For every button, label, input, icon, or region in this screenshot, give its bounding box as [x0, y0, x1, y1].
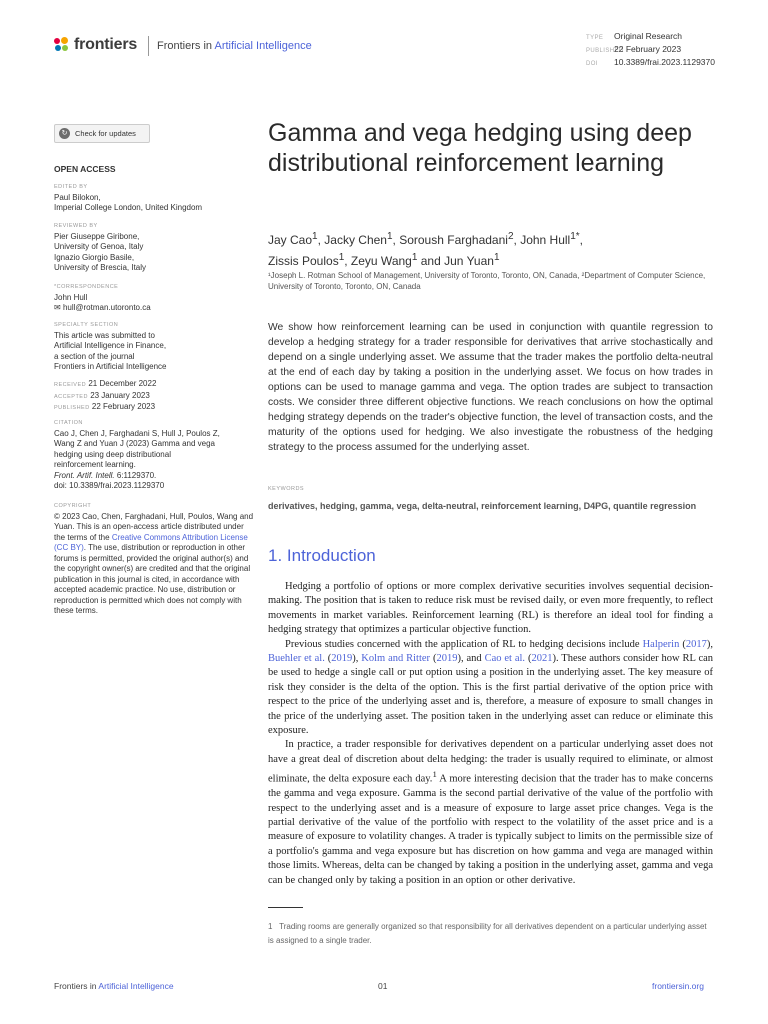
author: [399, 233, 513, 247]
author: [324, 233, 392, 247]
footnote-number: 1: [268, 922, 273, 931]
journal-title: Artificial Intelligence: [214, 40, 312, 52]
reviewer-1: Pier Giuseppe Giribone,: [54, 231, 140, 241]
mail-icon: ✉: [54, 303, 61, 312]
author-sup: 1: [338, 252, 345, 263]
doi-label: DOI: [586, 61, 598, 67]
footer-prefix: Frontiers in: [54, 981, 97, 991]
footnote: [268, 920, 713, 948]
reviewer-2-affil: University of Brescia, Italy: [54, 263, 147, 272]
reviewed-by-block: [54, 221, 259, 274]
copyright-block: [54, 501, 254, 617]
type-label: TYPE: [586, 35, 604, 41]
citation-line-3: hedging using deep distributional: [54, 449, 171, 459]
editor-affil: Imperial College London, United Kingdom: [54, 203, 203, 212]
affiliations: ¹Joseph L. Rotman School of Management, University of Toronto, Toronto, ON, Canada, ²Department of Computer Science, University of Toronto, Toronto, ON, Canada: [268, 271, 706, 291]
author: [520, 233, 579, 247]
article-meta: [586, 31, 715, 70]
copyright-text-post: . The use, distribution or reproduction in other forums is permitted, provided the original author(s) and the copyright owner(s) are credited and that the original publication in this journal is cited, in accordance with accepted academic practice. No use, distribution or reproduction is permitted which does not comply with these terms.: [54, 543, 251, 615]
citation-line-2: Wang Z and Yuan J (2023) Gamma and vega: [54, 439, 215, 448]
received-date: 21 December 2022: [88, 379, 157, 388]
author-sup: 1: [411, 252, 418, 263]
logo-text: frontiers: [74, 36, 138, 53]
citation-block: [54, 418, 259, 492]
citation-line-4: reinforcement learning.: [54, 460, 136, 469]
author-sup: 1: [493, 252, 500, 263]
reviewer-1-affil: University of Genoa, Italy: [54, 242, 144, 251]
footnote-divider: [268, 907, 303, 908]
ref-halperin[interactable]: Halperin: [642, 638, 680, 650]
ref-buehler-year[interactable]: 2019: [331, 653, 353, 665]
author: [351, 254, 417, 268]
keywords-label: KEYWORDS: [268, 486, 305, 492]
correspondence-block: [54, 282, 259, 314]
page-number: 01: [378, 981, 388, 991]
editor-name: Paul Bilokon,: [54, 192, 101, 202]
type-value: Original Research: [614, 31, 683, 41]
accepted-label: ACCEPTED: [54, 393, 88, 400]
author-sup: 1: [312, 231, 318, 242]
paragraph-3-text: In practice, a trader responsible for derivatives dependent on a particular underlying asset does not have a great deal of discretion about delta hedging: the trader is usually required to eliminate, or almost eliminate, the delta exposure each day.: [268, 739, 713, 785]
copyright-text-pre: © 2023 Cao, Chen, Farghadani, Hull, Poulos, Wang and Yuan. This is an open-access article distributed under the terms of the: [54, 511, 254, 542]
author-name: Jacky Chen: [324, 233, 387, 247]
reviewed-by-label: REVIEWED BY: [54, 223, 98, 229]
footer-journal[interactable]: [54, 981, 174, 991]
correspondence-label: *CORRESPONDENCE: [54, 284, 119, 290]
journal-name[interactable]: [148, 36, 312, 56]
correspondence-email-row[interactable]: [54, 303, 259, 314]
citation-label: CITATION: [54, 420, 83, 426]
copyright-label: COPYRIGHT: [54, 503, 92, 509]
author-name: Jun Yuan: [444, 254, 494, 268]
article-title: Gamma and vega hedging using deep distributional reinforcement learning: [268, 119, 692, 177]
abstract: We show how reinforcement learning can be used in conjunction with quantile regression to develop a hedging strategy for a trader responsible for derivatives that arrive stochastically and depend on a single underlying asset. We assume that the trader makes the portfolio delta-neutral at the end of each day by taking a position in the underlying asset. We focus on how trades in options can be used to manage gamma and vega. The option trades are subject to transaction costs. We consider three different objective functions. We reach conclusions on how the optimal hedging strategy depends on the trader's objective function, the level of transaction costs, and the maturity of the options used for hedging. We also investigate the robustness of the hedging strategy to the process assumed for the underlying asset.: [268, 322, 714, 453]
specialty-line-1: This article was submitted to: [54, 330, 155, 340]
author-sup: 2: [507, 231, 514, 242]
edited-by-block: [54, 182, 259, 214]
reviewer-2: Ignazio Giorgio Basile,: [54, 252, 135, 262]
correspondence-name: John Hull: [54, 292, 88, 302]
ref-buehler[interactable]: Buehler et al.: [268, 653, 325, 665]
paragraph-3: [268, 738, 713, 888]
dates-block: [54, 379, 259, 414]
author: [268, 254, 344, 268]
specialty-label: SPECIALTY SECTION: [54, 322, 119, 328]
ref-halperin-year[interactable]: 2017: [685, 638, 707, 650]
specialty-line-4: Frontiers in Artificial Intelligence: [54, 362, 167, 371]
body-text: [268, 580, 713, 888]
footnote-text: Trading rooms are generally organized so that responsibility for all derivatives dependent on a particular underlying asset is assigned to a single trader.: [268, 922, 707, 945]
open-access-label: OPEN ACCESS: [54, 164, 116, 174]
ref-cao-year[interactable]: 2021: [531, 653, 553, 665]
specialty-line-2: Artificial Intelligence in Finance,: [54, 341, 167, 350]
journal-prefix: Frontiers in: [157, 40, 213, 52]
citation-journal: Front. Artif. Intell.: [54, 470, 115, 480]
citation-volume: 6:1129370.: [114, 470, 157, 480]
author-name: Jay Cao: [268, 233, 313, 247]
paragraph-2: Previous studies concerned with the application of RL to hedging decisions include Halperin (2017), Buehler et al. (2019), Kolm and Ritter (2019), and Cao et al. (2021). These authors consider how RL can be used to hedge a single call or put option using a position in the underlying asset. The key measure of risk they consider is the delta of the option. This is the first partial derivative of the option price with respect to the price of the underlying asset and is, therefore, a measure of exposure to small changes in the price of the underlying asset. The position taken in the underlying asset can reduce or eliminate this exposure.: [268, 638, 714, 737]
correspondence-email[interactable]: hull@rotman.utoronto.ca: [62, 303, 151, 312]
published-label: PUBLISHED: [586, 48, 624, 54]
author-sup: 1*: [570, 231, 580, 242]
check-updates-label: Check for updates: [75, 129, 136, 138]
citation-line-1: Cao J, Chen J, Farghadani S, Hull J, Poulos Z,: [54, 428, 220, 438]
received-label: RECEIVED: [54, 382, 87, 388]
ref-kolm-year[interactable]: 2019: [436, 653, 458, 665]
check-updates-button[interactable]: [54, 124, 150, 143]
footer-site-link[interactable]: frontiersin.org: [652, 981, 704, 991]
paragraph-2-text: Previous studies concerned with the application of RL to hedging decisions include: [285, 638, 643, 650]
footer-journal-name: Artificial Intelligence: [98, 981, 174, 991]
specialty-line-3: a section of the journal: [54, 351, 135, 361]
section-heading: 1. Introduction: [268, 546, 376, 565]
author-list: Jay Cao$^1$, Jacky Chen$^1$, Soroush Farghadani$^2$, John Hull$^{1*}$, Zissis Poulos$^1$, Zeyu Wang$^1$ and Jun Yuan$^1$: [268, 231, 584, 268]
author: [444, 254, 499, 268]
cc-license-link[interactable]: Creative Commons Attribution License (CC BY): [54, 532, 248, 552]
doi-value[interactable]: 10.3389/frai.2023.1129370: [614, 57, 715, 67]
paragraph-1: Hedging a portfolio of options or more complex derivative securities involves sequential decision-making. The position that is taken to reduce risk must be revised daily, or even more frequently, to reflect movements in market variables. Reinforcement learning (RL) is therefore an ideal tool for finding a hedging strategy that optimizes a particular objective function.: [268, 581, 713, 636]
edited-by-label: EDITED BY: [54, 184, 88, 190]
frontiers-logo-icon: [54, 37, 70, 53]
specialty-block: [54, 320, 259, 373]
author-name: Soroush Farghadani: [399, 233, 508, 247]
author-name: John Hull: [520, 233, 571, 247]
published-date: 22 February 2023: [91, 402, 156, 411]
ref-cao[interactable]: Cao et al.: [484, 653, 526, 665]
keywords: derivatives, hedging, gamma, vega, delta-neutral, reinforcement learning, D4PG, quantile regression: [268, 501, 697, 511]
paragraph-2-text-cont: . These authors consider how RL can be used to hedge a single call or put option using a position in the underlying asset. The key measure of risk they consider is the delta of the option. This is the first partial derivative of the option price with respect to the price of the underlying asset and is, therefore, a measure of exposure to small changes in the price of the underlying asset. The position taken in the underlying asset can reduce or eliminate this exposure.: [268, 653, 714, 737]
citation-doi[interactable]: doi: 10.3389/frai.2023.1129370: [54, 481, 165, 490]
paragraph-3-text-cont: A more interesting decision that the trader has to make concerns the gamma and vega exposure. Gamma is the second partial derivative of the value of the portfolio with respect to the underlying asset and is a measure of exposure to large asset price changes. Vega is the partial derivative of the value of the portfolio with respect to the volatility of the asset price and is a measure of exposure to volatility changes. A trader is typically subject to limits on the permissible size of a portfolio's gamma and vega exposure but has discretion on how gamma and vega are managed within those limits. Whereas, delta can be changed by taking a position in the underlying asset, gamma and vega can be changed only by taking a position in an option or other derivative.: [268, 773, 713, 886]
accepted-date: 23 January 2023: [90, 390, 150, 400]
published-value: 22 February 2023: [614, 44, 682, 54]
frontiers-logo[interactable]: [54, 36, 137, 54]
refresh-icon: ↻: [59, 128, 70, 139]
author-name: Zissis Poulos: [268, 254, 339, 268]
author: [268, 233, 318, 247]
author-sup: 1: [386, 231, 393, 242]
author-name: Zeyu Wang: [350, 254, 412, 268]
footnote-marker[interactable]: 1: [432, 769, 437, 780]
ref-kolm[interactable]: Kolm and Ritter: [361, 653, 431, 665]
published-label: PUBLISHED: [54, 405, 90, 411]
